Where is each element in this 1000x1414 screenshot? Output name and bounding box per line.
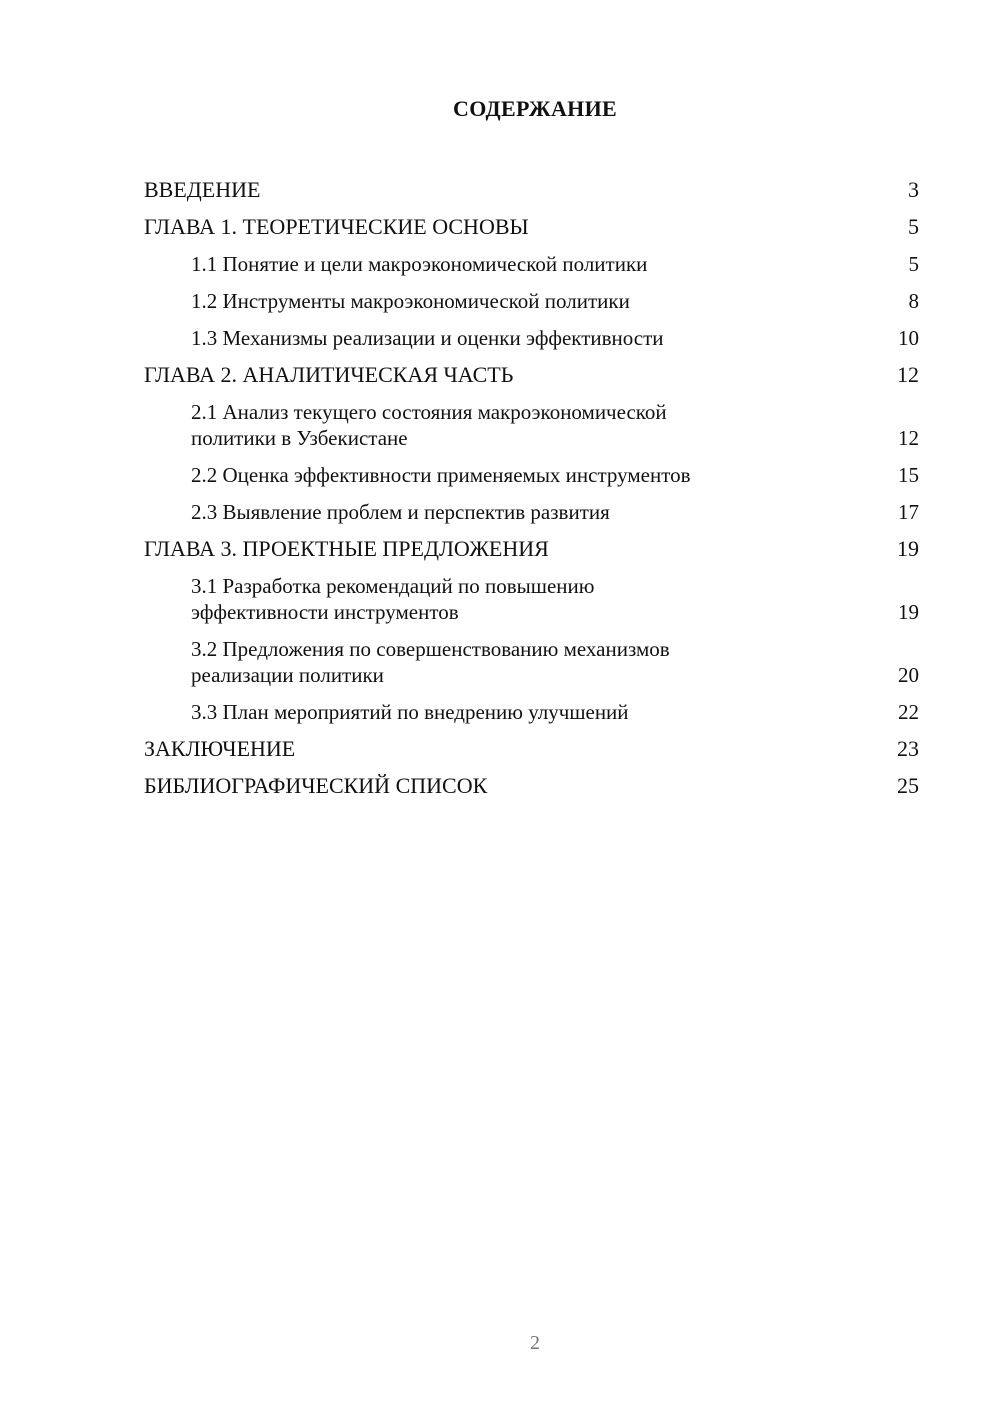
toc-entry-label: ВВЕДЕНИЕ bbox=[144, 177, 261, 202]
page-number: 2 bbox=[530, 1332, 540, 1354]
toc-entry-label: 2.2 Оценка эффективности применяемых инструментов bbox=[191, 463, 691, 487]
toc-entry-label: 2.3 Выявление проблем и перспектив развития bbox=[191, 500, 610, 524]
toc-entry-page: 5 bbox=[908, 252, 919, 276]
toc-entry-section-3-1[interactable] bbox=[144, 562, 919, 625]
toc-entry-page: 15 bbox=[898, 463, 919, 487]
toc-entry-label: 1.3 Механизмы реализации и оценки эффективности bbox=[191, 326, 664, 350]
toc-entry-label: БИБЛИОГРАФИЧЕСКИЙ СПИСОК bbox=[144, 773, 488, 798]
toc-entry-label: 3.2 Предложения по совершенствованию механизмов реализации политики bbox=[191, 637, 670, 687]
toc-entry-page: 19 bbox=[898, 600, 919, 624]
toc-entry-page: 25 bbox=[897, 773, 919, 798]
toc-entry-page: 23 bbox=[897, 736, 919, 761]
toc-entry-page: 19 bbox=[897, 536, 919, 561]
toc-entry-label: ГЛАВА 1. ТЕОРЕТИЧЕСКИЕ ОСНОВЫ bbox=[144, 214, 529, 239]
toc-entry-section-1-2[interactable] bbox=[144, 277, 919, 314]
toc-entry-section-2-2[interactable] bbox=[144, 451, 919, 488]
toc-entry-label: 3.1 Разработка рекомендаций по повышению эффективности инструментов bbox=[191, 574, 595, 624]
toc-entry-label: 2.1 Анализ текущего состояния макроэкономической политики в Узбекистане bbox=[191, 400, 667, 450]
toc-entry-page: 5 bbox=[908, 214, 919, 239]
toc-entry-conclusion[interactable] bbox=[144, 725, 919, 762]
toc-entry-page: 10 bbox=[898, 326, 919, 350]
toc-entry-chapter-1[interactable] bbox=[144, 203, 919, 240]
toc-entry-label: ГЛАВА 3. ПРОЕКТНЫЕ ПРЕДЛОЖЕНИЯ bbox=[144, 536, 549, 561]
page-title: СОДЕРЖАНИЕ bbox=[453, 96, 617, 121]
toc-entry-section-2-1[interactable] bbox=[144, 388, 919, 451]
toc-entry-section-3-2[interactable] bbox=[144, 625, 919, 688]
toc-entry-label: 1.1 Понятие и цели макроэкономической политики bbox=[191, 252, 648, 276]
toc-entry-label: 1.2 Инструменты макроэкономической политики bbox=[191, 289, 630, 313]
toc-entry-page: 17 bbox=[898, 500, 919, 524]
toc-entry-chapter-3[interactable] bbox=[144, 525, 919, 562]
toc-entry-label: ГЛАВА 2. АНАЛИТИЧЕСКАЯ ЧАСТЬ bbox=[144, 362, 514, 387]
table-of-contents bbox=[144, 166, 919, 799]
toc-entry-bibliography[interactable] bbox=[144, 762, 919, 799]
toc-entry-section-1-3[interactable] bbox=[144, 314, 919, 351]
toc-entry-section-3-3[interactable] bbox=[144, 688, 919, 725]
toc-entry-page: 22 bbox=[898, 700, 919, 724]
toc-entry-section-2-3[interactable] bbox=[144, 488, 919, 525]
toc-entry-page: 12 bbox=[897, 362, 919, 387]
toc-entry-introduction[interactable] bbox=[144, 166, 919, 203]
toc-entry-label: 3.3 План мероприятий по внедрению улучшений bbox=[191, 700, 629, 724]
toc-entry-chapter-2[interactable] bbox=[144, 351, 919, 388]
toc-entry-label: ЗАКЛЮЧЕНИЕ bbox=[144, 736, 296, 761]
toc-entry-page: 12 bbox=[898, 426, 919, 450]
toc-entry-page: 20 bbox=[898, 663, 919, 687]
toc-entry-page: 3 bbox=[908, 177, 919, 202]
toc-entry-section-1-1[interactable] bbox=[144, 240, 919, 277]
toc-entry-page: 8 bbox=[908, 289, 919, 313]
